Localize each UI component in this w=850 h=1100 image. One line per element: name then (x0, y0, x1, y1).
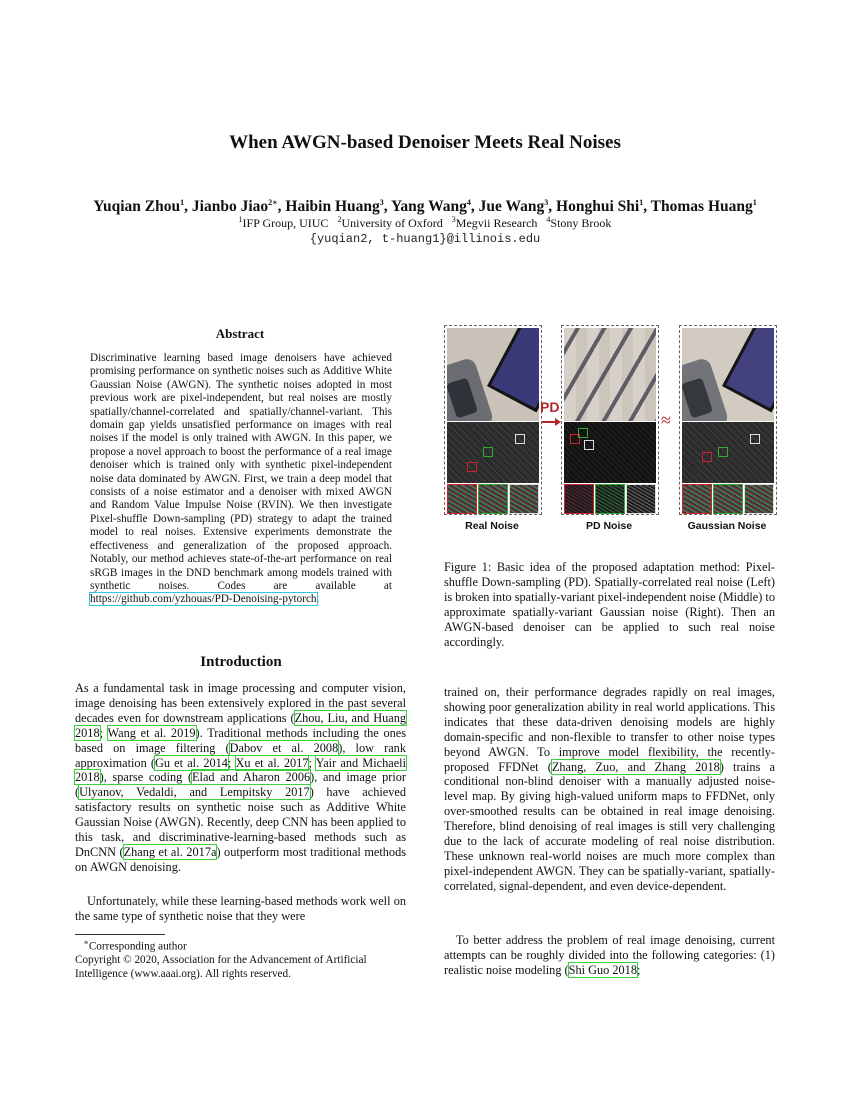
affiliation: Stony Brook (550, 216, 612, 230)
citation-link[interactable]: Wang et al. 2019 (107, 725, 196, 740)
arrow-head-icon (555, 418, 561, 426)
author-list: Yuqian Zhou$^1$, Jianbo Jiao$^{2∗}$, Haibin Huang$^3$, Yang Wang$^4$, Jue Wang$^3$, Honghui Shi$^1$, Thomas Huang$^1$ (93, 198, 757, 216)
crop-white (626, 484, 656, 514)
intro-paragraph-4 (444, 933, 775, 978)
white-marker (584, 440, 594, 450)
author-sup: 1 (639, 198, 644, 207)
citation-link[interactable]: Gu et al. 2014 (154, 755, 228, 770)
affiliations (0, 215, 850, 231)
author: Haibin Huang (285, 198, 380, 216)
author: Honghui Shi (556, 198, 640, 216)
green-marker (718, 447, 728, 457)
affiliation: University of Oxford (341, 216, 443, 230)
green-marker (483, 447, 493, 457)
text: ) trains a conditional non-blind denoiser with a manually adjusted noise-level map. By giving high-valued uniform maps to FFDNet, only over-smoothed results can be obtained in real image denoising. Therefore, blind denoising of real images is still very challenging due to the lack of accurate modeling of real noise distribution. These unknown real-world noises are much more complex than pixel-independent AWGN. They can be spatially-variant, spatially-correlated, signal-dependent, and even device-dependent. (444, 759, 776, 893)
intro-paragraph-1 (75, 681, 406, 875)
footnote-text: Corresponding author (88, 940, 187, 953)
author-email: {yuqian2, t-huang1}@illinois.edu (309, 232, 541, 246)
author-sup: 1 (180, 198, 185, 207)
figure-label-gaussian: Gaussian Noise (687, 520, 767, 532)
text: ) have achieved satisfactory results on synthetic noise such as Additive White Gaussian Noise (AWGN). Recently, deep CNN has been applied to this task, and discriminative-learning-based methods such as DnCNN ( (75, 785, 406, 859)
figure-1 (443, 325, 779, 537)
citation-link[interactable]: Elad and Aharon 2006 (192, 770, 311, 785)
abstract-body (90, 352, 392, 607)
author: Yang Wang (390, 198, 467, 216)
crop-white (509, 484, 539, 514)
citation-link[interactable]: Xu et al. 2017 (235, 755, 309, 770)
copyright-notice: Copyright © 2020, Association for the Advancement of Artificial Intelligence (www.aaai.org). All rights reserved. (75, 954, 367, 980)
figure-label-real: Real Noise (465, 520, 519, 532)
white-marker (515, 434, 525, 444)
citation-link[interactable]: Zhang et al. 2017a (123, 844, 217, 859)
author-sup: 3 (379, 198, 384, 207)
pd-noise-panel (561, 325, 659, 515)
crop-red (447, 484, 477, 514)
crop-green (478, 484, 508, 514)
footnotes (75, 936, 408, 981)
introduction-heading: Introduction (200, 654, 282, 670)
red-marker (702, 452, 712, 462)
intro-paragraph-3 (444, 685, 775, 894)
white-marker (750, 434, 760, 444)
intro-paragraph-2: Unfortunately, while these learning-based methods work well on the same type of synthetic noise that they were (75, 894, 406, 923)
text: trained on, their performance degrades rapidly on real images, showing poor generalization ability in real world applications. This indicates that these data-driven denoising models are highly domain-specific and non-flexible to transfer to other noise types beyond AWGN. To improve model flexibility, the recently-proposed FFDNet ( (444, 685, 775, 774)
real-noise-texture (447, 422, 539, 483)
phone-image-gaussian (682, 328, 774, 421)
crop-white (744, 484, 774, 514)
real-noise-panel (444, 325, 542, 515)
corresponding-author-note (75, 936, 408, 954)
figure-caption: Figure 1: Basic idea of the proposed adaptation method: Pixel-shuffle Down-sampling (PD). Spatially-correlated real noise (Left) is broken into spatially-variant pixel-independent noise (Middle) to approximate spatially-variant Gaussian noise (Right). Then an AWGN-based denoiser can be applied to such real noise accordingly. (444, 560, 775, 649)
text: ; (636, 962, 641, 977)
author: Jue Wang (478, 198, 545, 216)
author-sup: 4 (466, 198, 471, 207)
author: Thomas Huang (650, 198, 753, 216)
footnote-mark: ∗ (83, 938, 89, 947)
author-sup: 2∗ (268, 198, 278, 207)
abstract-heading: Abstract (215, 326, 265, 341)
text: ), sparse coding ( (99, 770, 193, 785)
affil-sup: 2 (337, 215, 342, 224)
citation-link[interactable]: Shi Guo 2018 (568, 962, 637, 977)
citation-link[interactable]: Zhang, Zuo, and Zhang 2018 (551, 759, 720, 774)
pd-label: PD (540, 399, 560, 415)
gaussian-noise-texture (682, 422, 774, 483)
text: ; (227, 755, 236, 770)
affil-sup: 1 (238, 215, 243, 224)
figure-label-pd: PD Noise (585, 520, 633, 532)
red-marker (467, 462, 477, 472)
author: Jianbo Jiao (191, 198, 269, 216)
author-sup: 1 (752, 198, 757, 207)
green-marker (578, 428, 588, 438)
approx-symbol: ≈ (661, 410, 671, 430)
text: To better address the problem of real image denoising, current attempts can be roughly divided into the following categories: (1) realistic noise modeling ( (444, 933, 775, 977)
pd-mosaic-image (564, 328, 656, 421)
text: ), and image prior ( (75, 770, 406, 800)
phone-image (447, 328, 539, 421)
affil-sup: 3 (451, 215, 456, 224)
crop-green (713, 484, 743, 514)
arxiv-stamp (0, 0, 60, 1100)
author-sup: 3 (544, 198, 549, 207)
author: Yuqian Zhou (93, 198, 181, 216)
citation-link[interactable]: Yair and Michaeli 2018 (75, 755, 406, 785)
citation-link[interactable]: Zhou, Liu, and Huang 2018 (75, 710, 406, 740)
text: ), low rank approximation ( (75, 740, 406, 770)
crop-red (564, 484, 594, 514)
abstract-end: . (316, 593, 320, 606)
gaussian-noise-panel (679, 325, 777, 515)
pd-noise-texture (564, 422, 656, 483)
text: ; (99, 725, 108, 740)
text: As a fundamental task in image processing and computer vision, image denoising has been extensively explored in the past several decades even for downstream applications ( (75, 681, 406, 725)
text: ) outperform most traditional methods on AWGN denoising. (75, 844, 407, 874)
paper-title: When AWGN-based Denoiser Meets Real Noises (229, 132, 621, 153)
citation-link[interactable]: Dabov et al. 2008 (229, 740, 339, 755)
crop-red (682, 484, 712, 514)
crop-row (682, 484, 774, 512)
code-url-link[interactable]: https://github.com/yzhouas/PD-Denoising-pytorch (90, 593, 317, 606)
footnote-rule (75, 934, 165, 935)
crop-row (447, 484, 539, 512)
text: ). Traditional methods including the ones based on image filtering ( (75, 725, 406, 755)
abstract-text: Discriminative learning based image denoisers have achieved promising performance on synthetic noises such as Additive White Gaussian Noise (AWGN). The synthetic noises adopted in most previous work are pixel-independent, but real noises are mostly spatially/channel-correlated and spatially/channel-variant. This domain gap yields unsatisfied performance on images with real noises if the model is only trained with AWGN. In this paper, we propose a novel approach to boost the performance of a real image denoiser which is trained only with synthetic pixel-independent noise data dominated by AWGN. First, we train a deep model that consists of a noise estimator and a denoiser with mixed AWGN and Random Value Impulse Noise (RVIN). We then investigate Pixel-shuffle Down-sampling (PD) strategy to adapt the trained model to real noises. Extensive experiments demonstrate the effectiveness and generalization of the proposed approach. Notably, our method achieves state-of-the-art performance on real sRGB images in the DND benchmark among models trained with synthetic noises. Codes are available at (90, 352, 392, 592)
crop-row (564, 484, 656, 512)
citation-link[interactable]: Ulyanov, Vedaldi, and Lempitsky 2017 (79, 785, 310, 800)
affiliation: Megvii Research (455, 216, 538, 230)
text: ; (308, 755, 316, 770)
crop-green (595, 484, 625, 514)
affil-sup: 4 (546, 215, 551, 224)
affiliation: IFP Group, UIUC (242, 216, 329, 230)
